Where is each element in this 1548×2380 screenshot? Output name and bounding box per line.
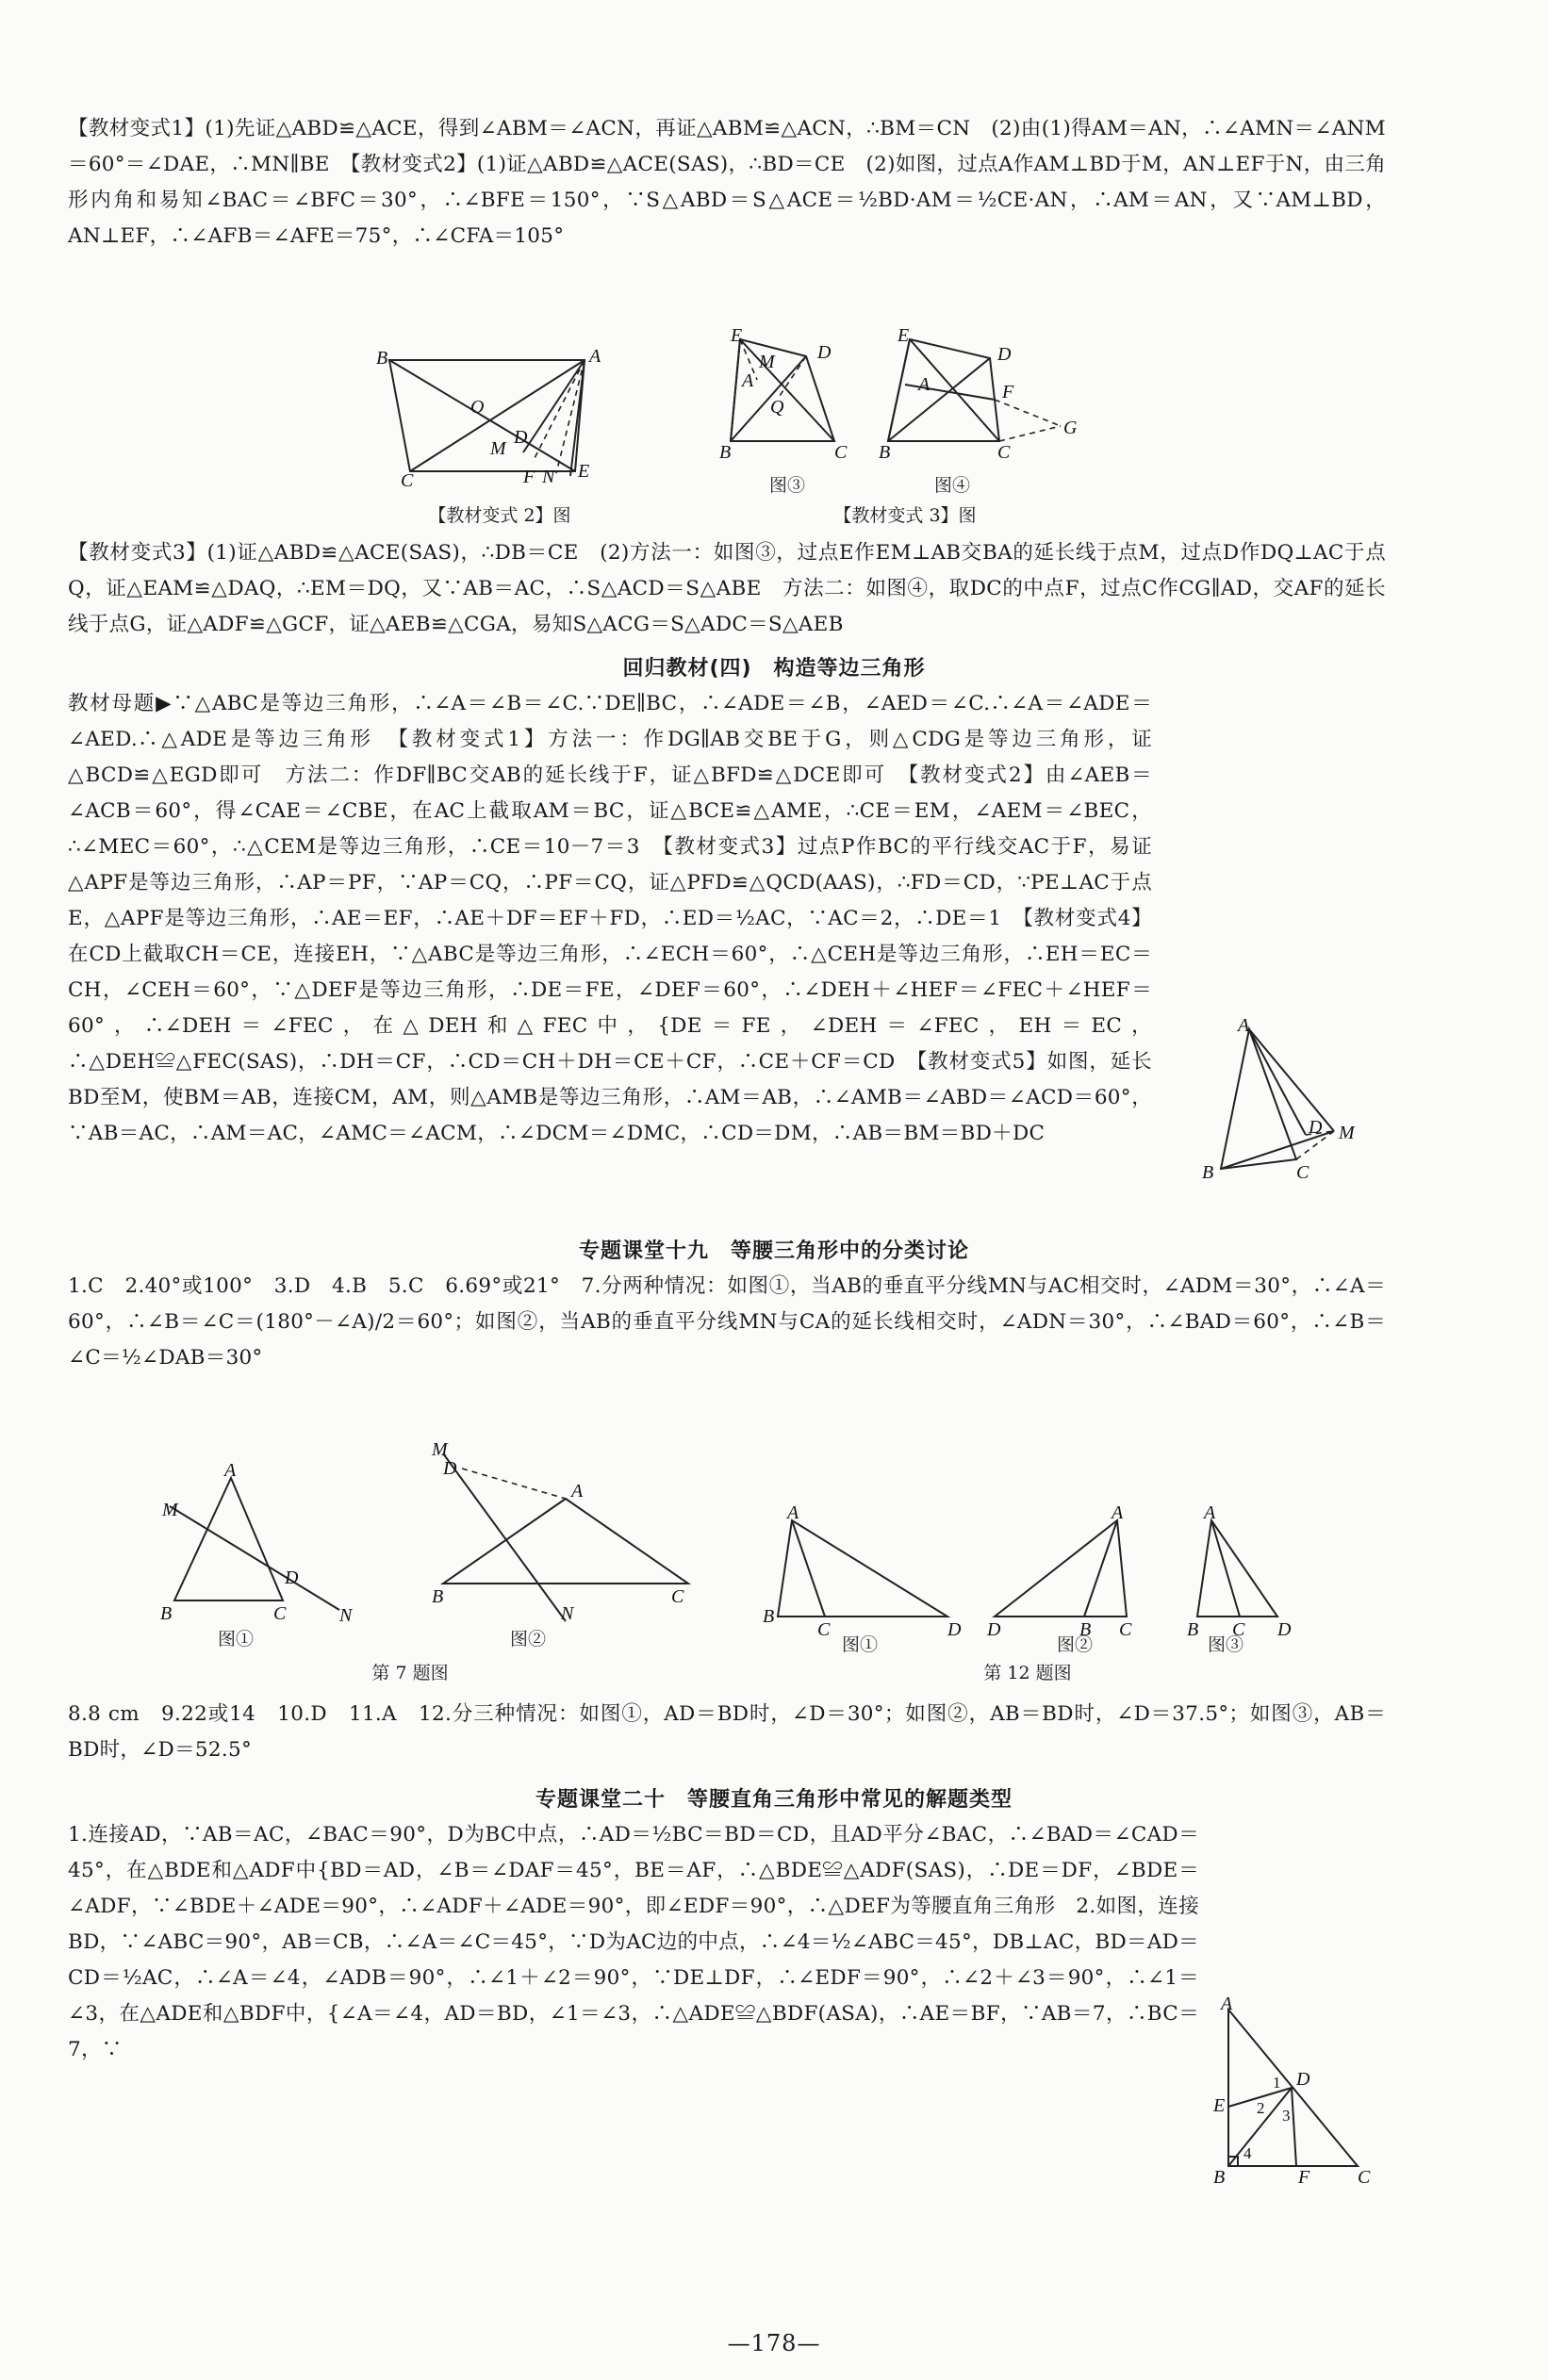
svg-text:B: B	[719, 442, 732, 463]
svg-text:A: A	[1204, 1502, 1216, 1523]
caption-q7-fig1: 图①	[217, 1629, 254, 1650]
answer-block-6: 1.连接AD，∵AB＝AC，∠BAC＝90°，D为BC中点，∴AD＝½BC＝BD＝CD，且AD平分∠BAC，∴∠BAD＝∠CAD＝45°，在△BDE和△ADF中{BD＝AD，∠B＝∠DAF＝45°，BE＝AF，∴△BDE≌△ADF(SAS)，∴DE＝DF，∠BDE＝∠ADF，∵∠BDE＋∠ADE＝90°，∴∠ADF＋∠ADE＝90°，即∠EDF＝90°，∴△DEF为等腰直角三角形 2.如图，连接BD，∵∠ABC＝90°，AB＝CB，∴∠A＝∠C＝45°，∵D为AC边的中点，∴∠4＝½∠ABC＝45°，DB⊥AC，BD＝AD＝CD＝½AC，∴∠A＝∠4，∠ADB＝90°，∴∠1＋∠2＝90°，∵DE⊥DF，∴∠EDF＝90°，∴∠2＋∠3＝90°，∴∠1＝∠3，在△ADE和△BDF中，{∠A＝∠4，AD＝BD，∠1＝∠3，∴△ADE≌△BDF(ASA)，∴AE＝BF，∵AB＝7，∴BC＝7，∵	[68, 1823, 1199, 2061]
svg-text:4: 4	[1243, 2144, 1252, 2162]
figure-q12-2	[985, 1502, 1145, 1640]
svg-text:D: D	[1309, 1117, 1323, 1138]
answer-block-2: 【教材变式3】(1)证△ABD≌△ACE(SAS)，∴DB＝CE (2)方法一：如图③，过点E作EM⊥AB交BA的延长线于点M，过点D作DQ⊥AC于点Q，证△EAM≌△DAQ，∴EM＝DQ，又∵AB＝AC，∴S△ACD＝S△ABE 方法二：如图④，取DC的中点F，过点C作CG∥AD，交AF的延长线于点G，证△ADF≌△GCF，证△AEB≌△CGA，易知S△ACG＝S△ADC＝S△AEB	[68, 541, 1386, 636]
section-heading-20: 专题课堂二十 等腰直角三角形中常见的解题类型	[535, 1788, 1013, 1812]
caption-figure-4: 图④	[933, 475, 970, 496]
svg-text:O: O	[470, 397, 485, 418]
svg-text:A: A	[1112, 1502, 1124, 1523]
svg-text:A: A	[742, 370, 754, 391]
caption-q7-fig2: 图②	[509, 1629, 546, 1650]
svg-text:M: M	[490, 438, 506, 459]
svg-text:B: B	[1187, 1619, 1199, 1640]
section-heading-4: 回归教材(四) 构造等边三角形	[622, 657, 926, 681]
figure-q12-1	[759, 1502, 966, 1640]
svg-text:A: A	[1221, 1994, 1233, 2014]
svg-text:D: D	[285, 1568, 299, 1588]
svg-text:3: 3	[1282, 2107, 1291, 2125]
caption-variant-3: 【教材变式 3】图	[833, 505, 977, 526]
svg-text:D: D	[514, 427, 528, 448]
svg-text:A: A	[918, 374, 930, 395]
figure-variant-5	[1193, 1015, 1381, 1188]
svg-text:Q: Q	[770, 397, 784, 418]
svg-text:D: D	[997, 344, 1012, 365]
caption-q12-fig1: 图①	[841, 1634, 878, 1655]
svg-text:D: D	[817, 342, 832, 363]
svg-text:N: N	[561, 1603, 574, 1624]
svg-text:F: F	[1298, 2167, 1310, 2188]
svg-text:F: F	[1002, 382, 1014, 402]
svg-text:E: E	[731, 325, 743, 346]
svg-text:B: B	[432, 1586, 444, 1607]
svg-text:D: D	[947, 1619, 962, 1640]
svg-text:A: A	[787, 1502, 799, 1523]
caption-figure-3: 图③	[768, 475, 805, 496]
svg-text:E: E	[578, 461, 590, 482]
svg-text:1: 1	[1273, 2074, 1281, 2092]
svg-text:B: B	[160, 1603, 173, 1624]
svg-text:D: D	[1277, 1619, 1292, 1640]
svg-text:B: B	[1202, 1162, 1214, 1183]
svg-text:E: E	[1213, 2095, 1226, 2116]
caption-variant-2: 【教材变式 2】图	[428, 505, 571, 526]
svg-text:C: C	[817, 1619, 831, 1640]
svg-text:2: 2	[1257, 2099, 1265, 2117]
svg-text:M: M	[1339, 1123, 1355, 1143]
svg-text:A: A	[224, 1460, 237, 1481]
svg-text:C: C	[997, 442, 1011, 463]
svg-text:B: B	[1213, 2167, 1226, 2188]
answer-block-5: 8.8 cm 9.22或14 10.D 11.A 12.分三种情况：如图①，AD＝BD时，∠D＝30°；如图②，AB＝BD时，∠D＝37.5°；如图③，AB＝BD时，∠D＝52.5°	[68, 1702, 1386, 1762]
svg-text:G: G	[1063, 418, 1078, 438]
caption-q12-fig3: 图③	[1207, 1634, 1243, 1655]
svg-text:C: C	[1358, 2167, 1371, 2188]
figure-variant-2	[372, 346, 618, 500]
svg-text:C: C	[834, 442, 848, 463]
svg-text:E: E	[898, 325, 910, 346]
svg-text:C: C	[1296, 1162, 1309, 1183]
figure-q7-1	[141, 1459, 368, 1626]
section-heading-19: 专题课堂十九 等腰三角形中的分类讨论	[578, 1239, 969, 1263]
svg-text:B: B	[376, 348, 388, 369]
figure-q12-3	[1183, 1502, 1296, 1640]
figure-3-variant-3	[712, 325, 863, 469]
answer-block-1: 【教材变式1】(1)先证△ABD≌△ACE，得到∠ABM＝∠ACN，再证△ABM≌△ACN，∴BM＝CN (2)由(1)得AM＝AN，∴∠AMN＝∠ANM＝60°＝∠DAE，∴MN∥BE 【教材变式2】(1)证△ABD≌△ACE(SAS)，∴BD＝CE (2)如图，过点A作AM⊥BD于M，AN⊥EF于N，由三角形内角和易知∠BAC＝∠BFC＝30°，∴∠BFE＝150°，∵S△ABD＝S△ACE＝½BD·AM＝½CE·AN，∴AM＝AN，又∵AM⊥BD，AN⊥EF，∴∠AFB＝∠AFE＝75°，∴∠CFA＝105°	[68, 117, 1386, 248]
svg-text:D: D	[987, 1619, 1001, 1640]
svg-text:D: D	[443, 1458, 457, 1479]
svg-text:B: B	[763, 1606, 775, 1627]
svg-text:N: N	[339, 1605, 353, 1626]
page-number: —178—	[727, 2330, 821, 2356]
svg-text:C: C	[1119, 1619, 1132, 1640]
svg-text:C: C	[401, 470, 414, 491]
svg-text:A: A	[1238, 1015, 1250, 1036]
caption-q12: 第 12 题图	[983, 1663, 1072, 1683]
svg-text:M: M	[759, 352, 775, 372]
svg-text:D: D	[1296, 2069, 1310, 2090]
svg-text:B: B	[879, 442, 891, 463]
svg-text:A: A	[589, 346, 601, 367]
svg-text:F: F	[523, 467, 535, 487]
answer-block-3: 教材母题▶∵△ABC是等边三角形，∴∠A＝∠B＝∠C.∵DE∥BC，∴∠ADE＝∠B，∠AED＝∠C.∴∠A＝∠ADE＝∠AED.∴△ADE是等边三角形 【教材变式1】方法一：作DG∥AB交BE于G，则△CDG是等边三角形，证△BCD≌△EGD即可 方法二：作DF∥BC交AB的延长线于F，证△BFD≌△DCE即可 【教材变式2】由∠AEB＝∠ACB＝60°，得∠CAE＝∠CBE，在AC上截取AM＝BC，证△BCE≌△AME，∴CE＝EM，∠AEM＝∠BEC，∴∠MEC＝60°，∴△CEM是等边三角形，∴CE＝10－7＝3 【教材变式3】过点P作BC的平行线交AC于F，易证△APF是等边三角形，∴AP＝PF，∵AP＝CQ，∴PF＝CQ，证△PFD≌△QCD(AAS)，∴FD＝CD，∵PE⊥AC于点E，△APF是等边三角形，∴AE＝EF，∴AE＋DF＝EF＋FD，∴ED＝½AC，∵AC＝2，∴DE＝1 【教材变式4】在CD上截取CH＝CE，连接EH，∵△ABC是等边三角形，∴∠ECH＝60°，∴△CEH是等边三角形，∴EH＝EC＝CH，∠CEH＝60°，∵△DEF是等边三角形，∴DE＝FE，∠DEF＝60°，∴∠DEH＋∠HEF＝∠FEC＋∠HEF＝60°，∴∠DEH＝∠FEC，在△DEH和△FEC中，{DE＝FE，∠DEH＝∠FEC，EH＝EC，∴△DEH≌△FEC(SAS)，∴DH＝CF，∴CD＝CH＋DH＝CE＋CF，∴CE＋CF＝CD 【教材变式5】如图，延长BD至M，使BM＝AB，连接CM，AM，则△AMB是等边三角形，∴AM＝AB，∴∠AMB＝∠ABD＝∠ACD＝60°，∵AB＝AC，∴AM＝AC，∠AMC＝∠ACM，∴∠DCM＝∠DMC，∴CD＝DM，∴AB＝BM＝BD＋DC	[68, 692, 1152, 1145]
svg-text:C: C	[1232, 1619, 1245, 1640]
figure-problem-2	[1211, 1994, 1381, 2188]
svg-text:C: C	[273, 1603, 287, 1624]
answer-block-4: 1.C 2.40°或100° 3.D 4.B 5.C 6.69°或21° 7.分两种情况：如图①，当AB的垂直平分线MN与AC相交时，∠ADM＝30°，∴∠A＝60°，∴∠B＝∠C＝(180°－∠A)/2＝60°；如图②，当AB的垂直平分线MN与CA的延长线相交时，∠ADN＝30°，∴∠BAD＝60°，∴∠B＝∠C＝½∠DAB＝30°	[68, 1274, 1386, 1370]
svg-text:M: M	[162, 1500, 178, 1520]
figure-4-variant-3	[877, 325, 1084, 469]
svg-text:B: B	[1079, 1619, 1092, 1640]
caption-q7: 第 7 题图	[371, 1663, 449, 1683]
svg-text:A: A	[571, 1481, 584, 1502]
svg-text:N: N	[542, 467, 555, 487]
svg-text:M: M	[432, 1439, 448, 1460]
svg-text:C: C	[671, 1586, 684, 1607]
caption-q12-fig2: 图②	[1056, 1634, 1093, 1655]
figure-q7-2	[424, 1439, 707, 1624]
